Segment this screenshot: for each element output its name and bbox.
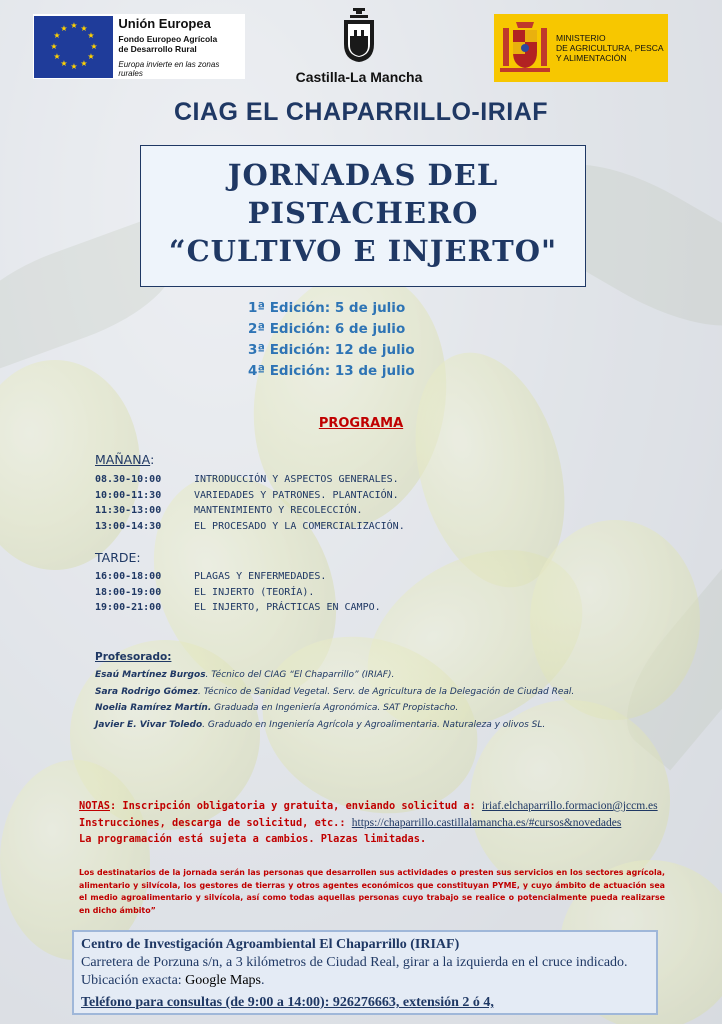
- event-title-line: “CULTIVO E INJERTO": [168, 234, 558, 268]
- ministry-name-line: MINISTERIO: [556, 33, 606, 43]
- event-title-line: JORNADAS DEL: [227, 158, 499, 192]
- email-link[interactable]: iriaf.elchaparrillo.formacion@jccm.es: [481, 800, 658, 812]
- eu-flag-icon: [34, 16, 113, 78]
- address: Carretera de Porzuna s/n, a 3 kilómetros de Ciudad Real, girar a la izquierda en el cruce indicado.: [81, 955, 628, 970]
- teacher-item: [95, 684, 574, 701]
- event-title-box: [140, 145, 586, 287]
- contact-box: [72, 930, 658, 1015]
- teachers-list: [95, 667, 574, 733]
- eu-subtitle: Fondo Europeo Agrícola: [118, 33, 218, 44]
- notes-text: Instrucciones, descarga de solicitud, etc.:: [79, 816, 352, 829]
- ministry-logo: [494, 14, 668, 82]
- teacher-name: Sara Rodrigo Gómez: [95, 686, 198, 697]
- programa-heading: PROGRAMA: [318, 416, 404, 431]
- eu-title: Unión Europea: [118, 15, 211, 31]
- event-title-line: PISTACHERO: [247, 196, 479, 230]
- schedule-row: [95, 488, 405, 504]
- morning-heading: MAÑANA:: [95, 452, 155, 467]
- recipients-paragraph: Los destinatarios de la jornada serán las personas que desarrollen sus actividades o presten sus servicios en los sectores agrícola, alimentario y silvícola, los gestores de tierras y otros agentes económicos que constituyan PYME, y cuyo ámbito de actuación sea el medio agroalimentario y silvícola, así como todas aquellas personas cuyo trabajo se realice o potencialmente pueda realizarse en dicho ámbito”: [79, 868, 665, 915]
- teacher-item: [95, 717, 574, 734]
- schedule-time: 13:00-14:30: [95, 520, 162, 532]
- clm-name: Castilla-La Mancha: [295, 69, 423, 85]
- svg-text:★: ★: [53, 51, 61, 61]
- center-name: Centro de Investigación Agroambiental El Chaparrillo (IRIAF): [81, 937, 460, 952]
- teacher-item: [95, 700, 574, 717]
- eu-motto: Europa invierte en las zonas rurales: [118, 59, 220, 78]
- svg-text:★: ★: [90, 41, 98, 51]
- schedule-time: 08.30-10:00: [95, 474, 162, 485]
- notes-label: NOTAS: [79, 800, 110, 812]
- schedule-activity: MANTENIMIENTO Y RECOLECCIÓN.: [194, 505, 363, 516]
- schedule-row: [95, 472, 405, 488]
- location-line: Ubicación exacta: Google Maps.: [81, 973, 265, 988]
- svg-text:★: ★: [87, 30, 95, 40]
- notes-text: : Inscripción obligatoria y gratuita, enviando solicitud a:: [110, 800, 482, 812]
- svg-text:★: ★: [70, 61, 78, 71]
- svg-text:★: ★: [53, 30, 61, 40]
- teacher-item: [95, 667, 574, 684]
- editions-list: [248, 298, 415, 382]
- schedule-time: 16:00-18:00: [95, 571, 162, 582]
- teacher-desc: . Graduado en Ingeniería Agrícola y Agroalimentaria. Naturaleza y olivos SL.: [202, 719, 546, 730]
- ministry-name-line: Y ALIMENTACIÓN: [556, 53, 627, 63]
- schedule-row: [95, 569, 381, 585]
- notes-block: [79, 798, 658, 848]
- teacher-name: Esaú Martínez Burgos: [95, 670, 206, 680]
- schedule-time: 10:00-11:30: [95, 489, 162, 501]
- google-maps-link[interactable]: Google Maps: [185, 973, 261, 988]
- svg-text:★: ★: [60, 23, 68, 33]
- phone-line: Teléfono para consultas (de 9:00 a 14:00): 926276663, extensión 2 ó 4,: [81, 995, 494, 1010]
- teacher-name: Noelia Ramírez Martín.: [95, 703, 212, 713]
- schedule-activity: PLAGAS Y ENFERMEDADES.: [194, 571, 327, 582]
- morning-schedule: [95, 472, 405, 534]
- teachers-heading: Profesorado:: [95, 651, 172, 663]
- teacher-desc: Graduada en Ingeniería Agronómica. SAT Propistacho.: [211, 703, 459, 713]
- eu-feader-logo: [33, 14, 245, 79]
- spain-coat-of-arms-icon: [500, 18, 550, 78]
- ministry-name-line: DE AGRICULTURA, PESCA: [556, 43, 664, 53]
- schedule-time: 19:00-21:00: [95, 602, 162, 613]
- castilla-la-mancha-logo: [294, 6, 424, 85]
- schedule-row: [95, 503, 405, 519]
- clm-shield-icon: [340, 6, 378, 64]
- svg-text:★: ★: [80, 23, 88, 33]
- edition-item: 1ª Edición: 5 de julio: [248, 300, 406, 316]
- svg-text:★: ★: [60, 58, 68, 68]
- schedule-activity: INTRODUCCIÓN Y ASPECTOS GENERALES.: [194, 474, 399, 485]
- edition-item: 4ª Edición: 13 de julio: [248, 363, 415, 379]
- schedule-activity: EL PROCESADO Y LA COMERCIALIZACIÓN.: [194, 520, 405, 532]
- courses-link[interactable]: https://chaparrillo.castillalamancha.es/#cursos&novedades: [351, 816, 622, 829]
- edition-item: 3ª Edición: 12 de julio: [248, 342, 415, 358]
- svg-text:★: ★: [70, 20, 78, 30]
- schedule-time: 11:30-13:00: [95, 505, 162, 516]
- schedule-activity: EL INJERTO (TEORÍA).: [194, 586, 315, 598]
- eu-subtitle: de Desarrollo Rural: [118, 43, 197, 54]
- svg-text:★: ★: [80, 58, 88, 68]
- schedule-time: 18:00-19:00: [95, 586, 162, 598]
- organization-heading: CIAG EL CHAPARRILLO-IRIAF: [173, 98, 549, 126]
- afternoon-heading: TARDE:: [95, 550, 141, 565]
- schedule-activity: EL INJERTO, PRÁCTICAS EN CAMPO.: [194, 602, 381, 613]
- afternoon-schedule: [95, 569, 381, 616]
- teacher-desc: . Técnico del CIAG “El Chaparrillo” (IRIAF).: [205, 670, 395, 680]
- schedule-row: [95, 600, 381, 616]
- notes-text: La programación está sujeta a cambios. Plazas limitadas.: [79, 833, 427, 845]
- edition-item: 2ª Edición: 6 de julio: [248, 321, 406, 337]
- svg-text:★: ★: [87, 51, 95, 61]
- teacher-desc: . Técnico de Sanidad Vegetal. Serv. de Agricultura de la Delegación de Ciudad Real.: [197, 686, 575, 697]
- svg-text:★: ★: [50, 41, 58, 51]
- teacher-name: Javier E. Vivar Toledo: [95, 719, 203, 730]
- schedule-activity: VARIEDADES Y PATRONES. PLANTACIÓN.: [194, 489, 399, 501]
- schedule-row: [95, 585, 381, 601]
- schedule-row: [95, 519, 405, 535]
